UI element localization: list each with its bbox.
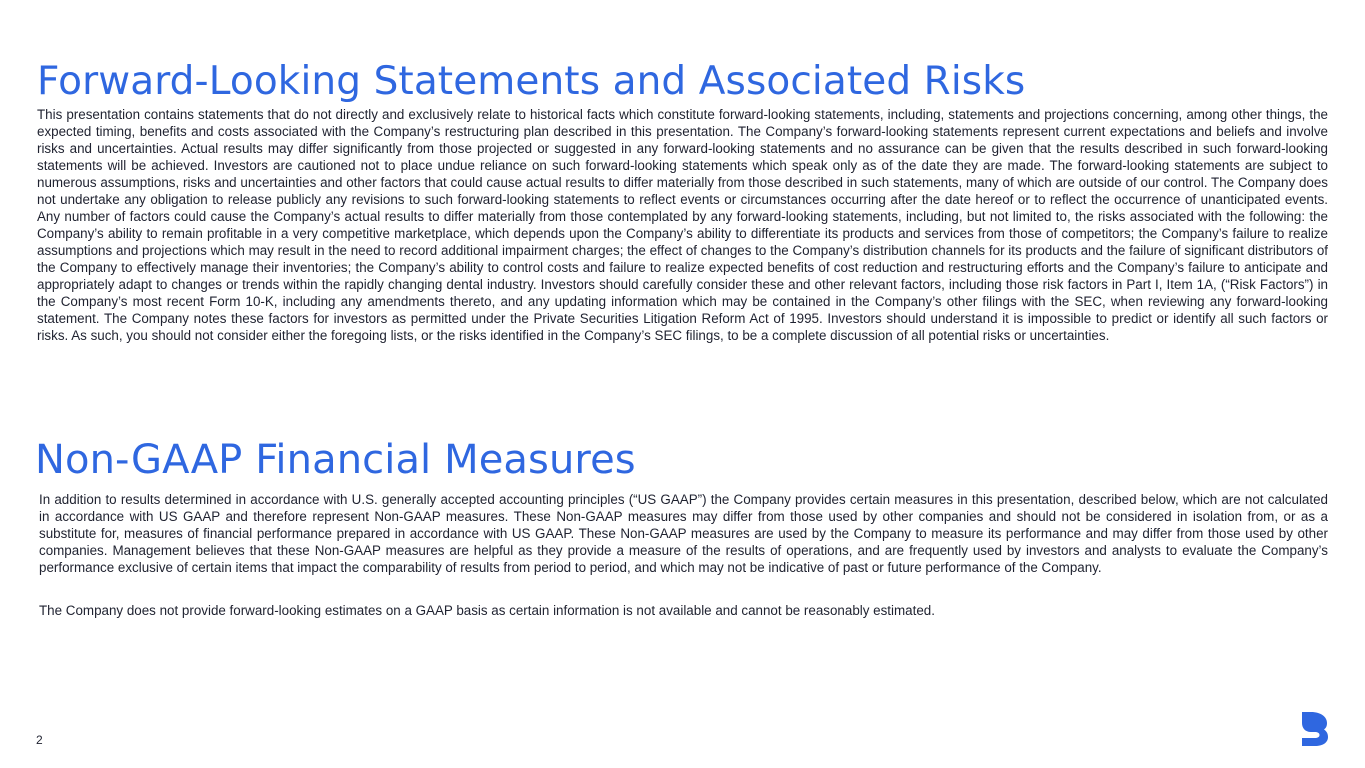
forward-looking-body: This presentation contains statements that do not directly and exclusively relate to historical facts which constitute forward-looking statements, including, statements and projections concerning, among other things, the expected timing, benefits and costs associated with the Company’s restructuring plan described in this presentation. The Company’s forward-looking statements represent current expectations and beliefs and involve risks and uncertainties. Actual results may differ significantly from those projected or suggested in any forward-looking statements and no assurance can be given that the results described in such forward-looking statements will be achieved. Investors are cautioned not to place undue reliance on such forward-looking statements which speak only as of the date they are made. The forward-looking statements are subject to numerous assumptions, risks and uncertainties and other factors that could cause actual results to differ materially from those described in such statements, many of which are outside of our control. The Company does not undertake any obligation to release publicly any revisions to such forward-looking statements to reflect events or circumstances occurring after the date hereof or to reflect the occurrence of unanticipated events. Any number of factors could cause the Company’s actual results to differ materially from those contemplated by any forward-looking statements, including, but not limited to, the risks associated with the following: the Company’s ability to remain profitable in a very competitive marketplace, which depends upon the Company’s ability to differentiate its products and services from those of competitors; the Company’s failure to realize assumptions and projections which may result in the need to record additional impairment charges; the effect of changes to the Company’s distribution channels for its products and the failure of significant distributors of the Company to effectively manage their inventories; the Company’s ability to control costs and failure to realize expected benefits of cost reduction and restructuring efforts and the Company’s failure to anticipate and appropriately adapt to changes or trends within the rapidly changing dental industry. Investors should carefully consider these and other relevant factors, including those risk factors in Part I, Item 1A, (“Risk Factors”) in the Company’s most recent Form 10-K, including any amendments thereto, and any updating information which may be contained in the Company’s other filings with the SEC, when reviewing any forward-looking statement. The Company notes these factors for investors as permitted under the Private Securities Litigation Reform Act of 1995. Investors should understand it is impossible to predict or identify all such factors or risks. As such, you should not consider either the foregoing lists, or the risks identified in the Company’s SEC filings, to be a complete discussion of all potential risks or uncertainties. bbox=[37, 107, 1328, 343]
non-gaap-note: The Company does not provide forward-looking estimates on a GAAP basis as certain information is not available and cannot be reasonably estimated. bbox=[39, 603, 935, 618]
forward-looking-title: Forward-Looking Statements and Associated Risks bbox=[37, 59, 1026, 104]
page-number: 2 bbox=[36, 733, 43, 747]
company-logo-icon bbox=[1299, 711, 1329, 747]
non-gaap-body: In addition to results determined in accordance with U.S. generally accepted accounting principles (“US GAAP”) the Company provides certain measures in this presentation, described below, which are not calculated in accordance with US GAAP and therefore represent Non-GAAP measures. These Non-GAAP measures may differ from those used by other companies and should not be considered in isolation from, or as a substitute for, measures of financial performance prepared in accordance with US GAAP. These Non-GAAP measures are used by the Company to measure its performance and may differ from those used by other companies. Management believes that these Non-GAAP measures are helpful as they provide a measure of the results of operations, and are frequently used by investors and analysts to evaluate the Company’s performance exclusive of certain items that impact the comparability of results from period to period, and which may not be indicative of past or future performance of the Company. bbox=[39, 492, 1328, 575]
non-gaap-title: Non-GAAP Financial Measures bbox=[35, 437, 636, 483]
